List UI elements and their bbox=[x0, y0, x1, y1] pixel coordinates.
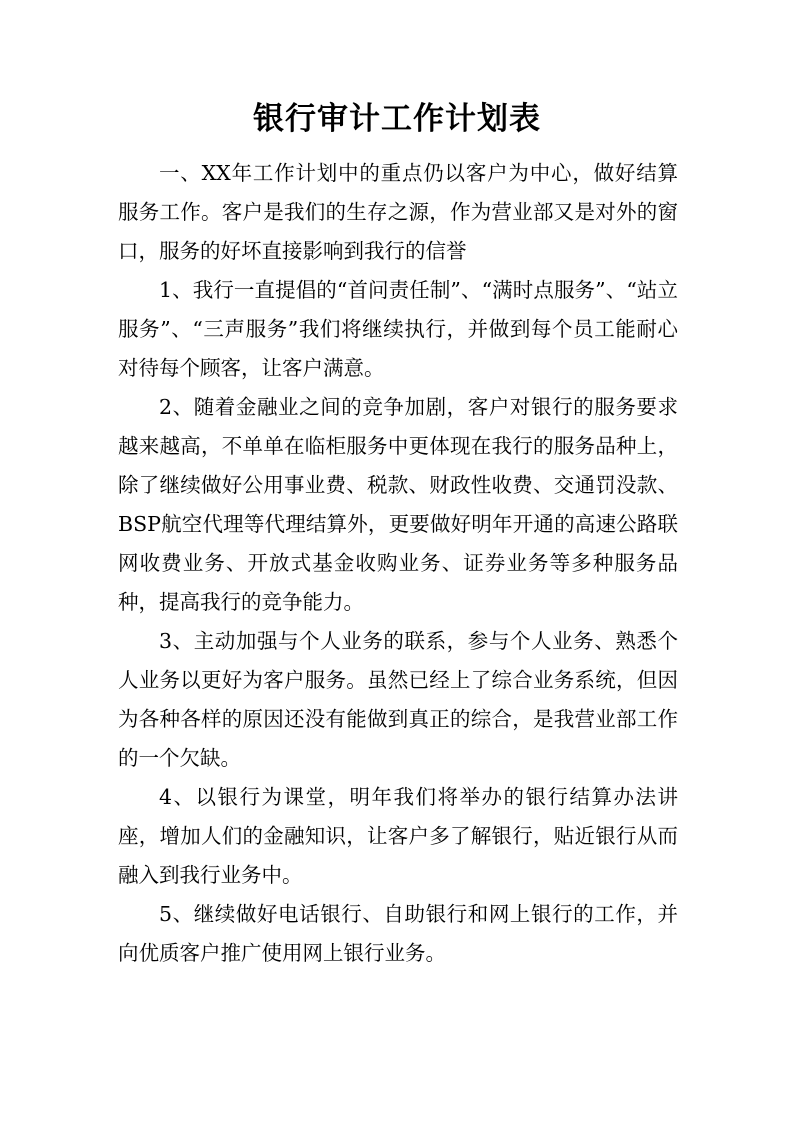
paragraph-intro: 一、XX年工作计划中的重点仍以客户为中心，做好结算服务工作。客户是我们的生存之源，作为营业部又是对外的窗口，服务的好坏直接影响到我行的信誉 bbox=[118, 161, 678, 263]
paragraph-item-5: 5、继续做好电话银行、自助银行和网上银行的工作，并向优质客户推广使用网上银行业务。 bbox=[118, 902, 678, 965]
document-body bbox=[118, 154, 678, 973]
document-title: 银行审计工作计划表 bbox=[253, 101, 541, 137]
paragraph-item-3: 3、主动加强与个人业务的联系，参与个人业务、熟悉个人业务以更好为客户服务。虽然已经上了综合业务系统，但因为各种各样的原因还没有能做到真正的综合，是我营业部工作的一个欠缺。 bbox=[118, 629, 678, 770]
paragraph-item-2: 2、随着金融业之间的竞争加剧，客户对银行的服务要求越来越高，不单单在临柜服务中更体现在我行的服务品种上，除了继续做好公用事业费、税款、财政性收费、交通罚没款、BSP航空代理等代理结算外，更要做好明年开通的高速公路联网收费业务、开放式基金收购业务、证券业务等多种服务品种，提高我行的竞争能力。 bbox=[118, 395, 678, 614]
paragraph-item-4: 4、以银行为课堂，明年我们将举办的银行结算办法讲座，增加人们的金融知识，让客户多了解银行，贴近银行从而融入到我行业务中。 bbox=[118, 785, 678, 887]
paragraph-item-1: 1、我行一直提倡的“首问责任制”、“满时点服务”、“站立服务”、“三声服务”我们将继续执行，并做到每个员工能耐心对待每个顾客，让客户满意。 bbox=[118, 278, 678, 380]
